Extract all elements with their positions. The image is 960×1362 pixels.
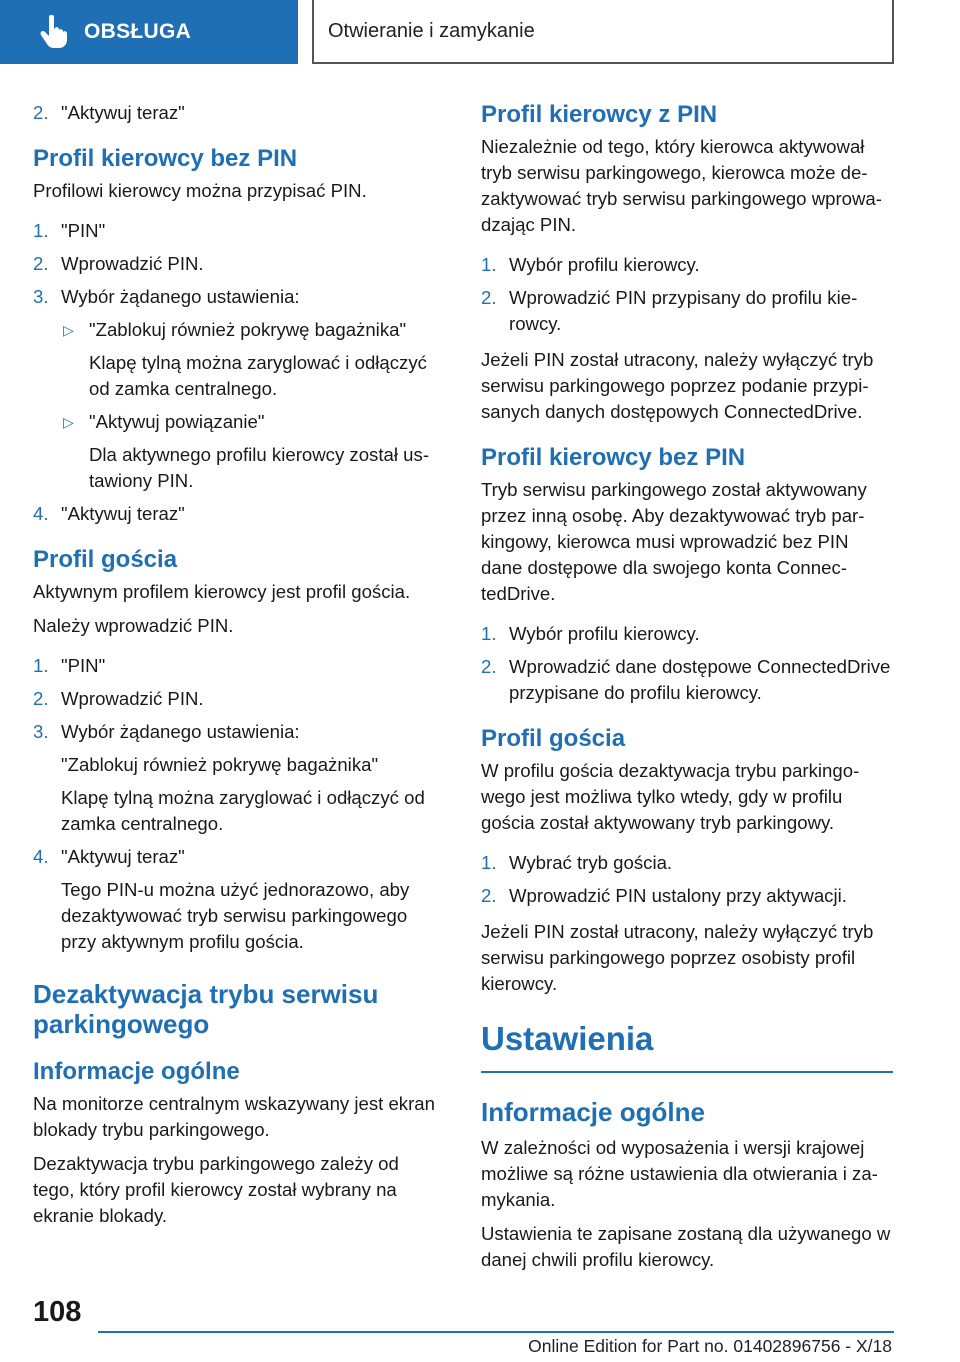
list-item-detail: Klapę tylną można zaryglować i odłączyć od zamka centralnego. [61, 787, 425, 834]
paragraph: Aktywnym profilem kierowcy jest profil gościa. [33, 581, 411, 602]
numbered-list [481, 850, 893, 909]
paragraph: Tryb serwisu parkingowego został aktywowany przez inną osobę. Aby dezaktywować tryb parkingowy, kierowca musi wprowadzić bez PIN dane dostępowe dla swojego konta ConnectedDrive. [481, 479, 867, 604]
bullet-detail: Dla aktywnego profilu kierowcy został ustawiony PIN. [89, 444, 430, 491]
triangle-bullet-icon: ▷ [63, 414, 74, 430]
bullet-detail: Klapę tylną można zaryglować i odłączyć od zamka centralnego. [89, 352, 427, 399]
list-item: 3. Wybór żądanego ustawienia: [33, 721, 300, 742]
numbered-list [33, 218, 445, 527]
list-item: 2. Wprowadzić PIN ustalony przy aktywacji. [481, 885, 847, 906]
section-heading: Profil kierowcy bez PIN [33, 145, 298, 172]
section-heading: Dezaktywacja trybu serwisu parkingowego [33, 979, 379, 1039]
edition-note: Online Edition for Part no. 01402896756 - X/18 [528, 1336, 892, 1356]
paragraph: Należy wprowadzić PIN. [33, 615, 234, 636]
section-heading: Profil kierowcy z PIN [481, 101, 718, 128]
section-heading: Profil kierowcy bez PIN [481, 444, 746, 471]
section-tab [0, 0, 298, 64]
right-column [481, 100, 893, 1281]
bullet-item: ▷ "Aktywuj powiązanie" [61, 409, 445, 435]
footer-divider [98, 1331, 894, 1333]
paragraph: Dezaktywacja trybu parkingowego zależy od tego, który profil kierowcy został wybrany na ekranie blokady. [33, 1153, 399, 1226]
list-item-detail: Tego PIN-u można użyć jednorazowo, aby dezaktywować tryb serwisu parkingowego przy aktywnym profilu gościa. [61, 879, 410, 952]
section-heading: Profil gościa [33, 546, 178, 573]
numbered-list [33, 653, 445, 955]
section-heading: Profil gościa [481, 725, 626, 752]
list-item: 4. "Aktywuj teraz" [33, 503, 185, 524]
paragraph: Ustawienia te zapisane zostaną dla używanego w danej chwili profilu kierowcy. [481, 1223, 891, 1270]
triangle-bullet-icon: ▷ [63, 322, 74, 338]
list-item: 2. Wprowadzić PIN przypisany do profilu kierowcy. [481, 287, 858, 334]
list-item: 1. Wybrać tryb gościa. [481, 852, 673, 873]
chapter-title: Otwieranie i zamykanie [312, 0, 894, 64]
page-number: 108 [33, 1296, 82, 1328]
section-tab-label: OBSŁUGA [84, 20, 192, 43]
list-item: 1. "PIN" [33, 655, 106, 676]
paragraph: W profilu gościa dezaktywacja trybu parkingowego jest możliwa tylko wtedy, gdy w profilu gościa został aktywowany tryb parkingowy. [481, 760, 860, 833]
list-item-detail: "Zablokuj również pokrywę bagażnika" [61, 754, 379, 775]
subsection-heading: Informacje ogólne [33, 1058, 240, 1085]
list-item: 1. "PIN" [33, 220, 106, 241]
paragraph: Profilowi kierowcy można przypisać PIN. [33, 180, 367, 201]
hand-pointer-icon [40, 15, 68, 49]
list-item: 2. "Aktywuj teraz" [33, 102, 185, 123]
chapter-heading: Ustawienia [481, 1019, 893, 1073]
list-item: 4. "Aktywuj teraz" [33, 846, 185, 867]
paragraph: Jeżeli PIN został utracony, należy wyłączyć tryb serwisu parkingowego poprzez podanie przypisanych danych dostępowych ConnectedDrive. [481, 349, 874, 422]
bullet-item: ▷ "Zablokuj również pokrywę bagażnika" [61, 317, 445, 343]
list-item: 1. Wybór profilu kierowcy. [481, 254, 700, 275]
list-item: 1. Wybór profilu kierowcy. [481, 623, 700, 644]
list-item: 2. Wprowadzić dane dostępowe ConnectedDrive przypisane do profilu kierowcy. [481, 656, 891, 703]
paragraph: W zależności od wyposażenia i wersji krajowej możliwe są różne ustawienia dla otwierania i zamykania. [481, 1137, 878, 1210]
list-item: 3. Wybór żądanego ustawienia: [33, 286, 300, 307]
paragraph: Niezależnie od tego, który kierowca aktywował tryb serwisu parkingowego, kierowca może dezaktywować tryb serwisu parkingowego wprowadzając PIN. [481, 136, 882, 235]
list-item: 2. Wprowadzić PIN. [33, 688, 204, 709]
numbered-list [481, 621, 893, 706]
left-column [33, 100, 445, 1237]
paragraph: Jeżeli PIN został utracony, należy wyłączyć tryb serwisu parkingowego poprzez osobisty profil kierowcy. [481, 921, 874, 994]
paragraph: Na monitorze centralnym wskazywany jest ekran blokady trybu parkingowego. [33, 1093, 435, 1140]
list-item: 2. Wprowadzić PIN. [33, 253, 204, 274]
numbered-list [481, 252, 893, 337]
subsection-heading: Informacje ogólne [481, 1097, 705, 1127]
